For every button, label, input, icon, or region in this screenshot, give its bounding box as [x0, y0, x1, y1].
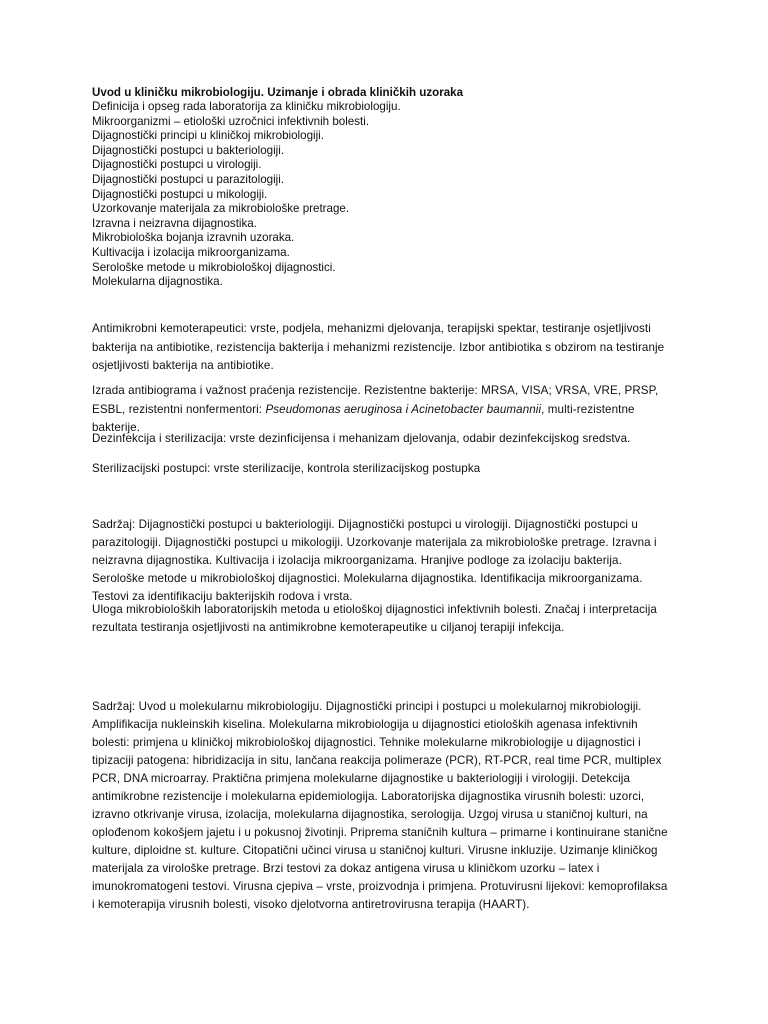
- list-item: Izravna i neizravna dijagnostika.: [92, 216, 257, 230]
- list-item: Definicija i opseg rada laboratorija za kliničku mikrobiologiju.: [92, 100, 401, 113]
- list-item: Molekularna dijagnostika.: [92, 275, 223, 289]
- list-item: Mikrobiološka bojanja izravnih uzoraka.: [92, 231, 295, 245]
- list-item: Dijagnostički postupci u bakteriologiji.: [92, 143, 285, 157]
- list-item: Mikroorganizmi – etiološki uzročnici infektivnih bolesti.: [92, 114, 370, 128]
- topic-list: [92, 100, 401, 290]
- list-item: Dijagnostički postupci u mikologiji.: [92, 187, 268, 201]
- paragraph-lab-methods: Uloga mikrobioloških laboratorijskih metoda u etiološkoj dijagnostici infektivnih bolesti. Značaj i interpretacija rezultata testiranja osjetljivosti na antimikrobne kemoterapeutike u ciljanoj terapiji infekcija.: [92, 603, 657, 634]
- list-item: Dijagnostički postupci u parazitologiji.: [92, 172, 285, 186]
- paragraph-content-molecular: Sadržaj: Uvod u molekularnu mikrobiologiju. Dijagnostički principi i postupci u molekularnoj mikrobiologiji. Amplifikacija nukleinskih kiselina. Molekularna mikrobiologija u dijagnostici etioloških agenasa infektivnih bolesti: primjena u kliničkoj mikrobiološkoj dijagnostici. Tehnike molekularne mikrobiologije u dijagnostici i tipizaciji patogena: hibridizacija in situ, lančana reakcija polimeraze (PCR), RT-PCR, real time PCR, multiplex PCR, DNA microarray. Praktična primjena molekularne dijagnostike u bakteriologiji i virologiji. Detekcija antimikrobne rezistencije i molekularna epidemiologija. Laboratorijska dijagnostika virusnih bolesti: uzorci, izravno otkrivanje virusa, izolacija, molekularna dijagnostika, serologija. Uzgoj virusa u staničnoj kulturi, na oplođenom kokošjem jajetu i u pokusnoj životinji. Priprema staničnih kultura – primarne i kontinuirane stanične kulture, diploidne st. kulture. Citopatični učinci virusa u staničnoj kulturi. Virusne inkluzije. Uzimanje kliničkog materijala za virološke pretrage. Brzi testovi za dokaz antigena virusa u kliničkom uzorku – latex i imunokromatogeni testovi. Virusna cjepiva – vrste, proizvodnja i primjena. Protuvirusni lijekovi: kemoprofilaksa i kemoterapija virusnih bolesti, visoko djelotvorna antiretrovirusna terapija (HAART).: [92, 700, 668, 911]
- list-item: Kultivacija i izolacija mikroorganizama.: [92, 245, 290, 259]
- paragraph-sterilization: Sterilizacijski postupci: vrste sterilizacije, kontrola sterilizacijskog postupka: [92, 462, 481, 475]
- list-item: Dijagnostički principi u kliničkoj mikrobiologiji.: [92, 129, 324, 143]
- paragraph-antimicrobials: Antimikrobni kemoterapeutici: vrste, podjela, mehanizmi djelovanja, terapijski spektar, testiranje osjetljivosti bakterija na antibiotike, rezistencija bakterija i mehanizmi rezistencije. Izbor antibiotika s obzirom na testiranje osjetljivosti bakterija na antibiotike.: [92, 322, 665, 372]
- list-item: Dijagnostički postupci u virologiji.: [92, 158, 262, 172]
- list-item: Uzorkovanje materijala za mikrobiološke pretrage.: [92, 202, 350, 216]
- document-title: Uvod u kliničku mikrobiologiju. Uzimanje i obrada kliničkih uzoraka: [92, 86, 464, 99]
- paragraph-text: , multi-rezistentne bakterije.: [92, 402, 635, 434]
- list-item: Serološke metode u mikrobiološkoj dijagnostici.: [92, 260, 336, 274]
- paragraph-content-bacteriology: Sadržaj: Dijagnostički postupci u bakteriologiji. Dijagnostički postupci u virologiji. Dijagnostički postupci u parazitologiji. Dijagnostički postupci u mikologiji. Uzorkovanje materijala za mikrobiološke pretrage. Izravna i neizravna dijagnostika. Kultivacija i izolacija mikroorganizama. Hranjive podloge za izolaciju bakterija. Serološke metode u mikrobiološkoj dijagnostici. Molekularna dijagnostika. Identifikacija mikroorganizama. Testovi za identifikaciju bakterijskih rodova i vrsta.: [92, 518, 657, 603]
- paragraph-disinfection: Dezinfekcija i sterilizacija: vrste dezinficijensa i mehanizam djelovanja, odabir dezinfekcijskog sredstva.: [92, 432, 631, 445]
- paragraph-text: Izrada antibiograma i važnost praćenja rezistencije. Rezistentne bakterije: MRSA, VISA; VRSA, VRE, PRSP, ESBL, rezistentni nonfermentori:: [92, 384, 659, 416]
- species-names: Pseudomonas aeruginosa i Acinetobacter baumannii: [265, 402, 542, 416]
